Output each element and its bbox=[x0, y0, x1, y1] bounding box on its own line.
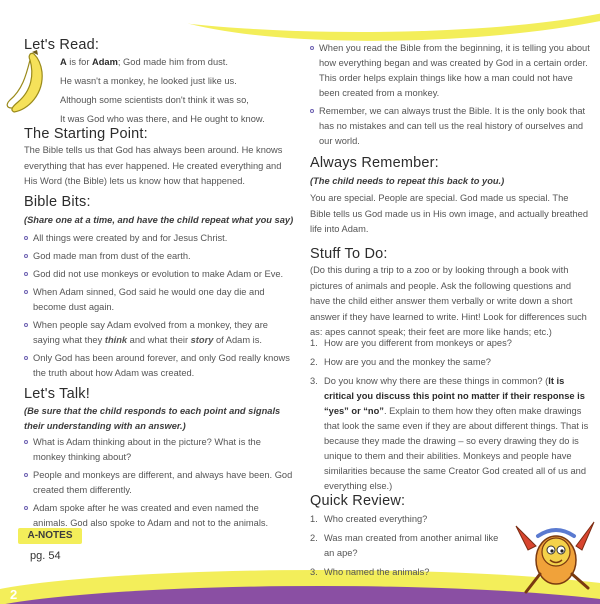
list-item bbox=[310, 355, 592, 370]
anotes-badge: A-NOTES bbox=[18, 528, 82, 544]
bullet-icon bbox=[24, 440, 28, 444]
list-item-text: and what their bbox=[127, 335, 191, 345]
list-item-text: How are you and the monkey the same? bbox=[324, 357, 491, 367]
list-item-text: Was man created from another animal like an ape? bbox=[324, 533, 499, 558]
poem-name: Adam bbox=[92, 57, 118, 67]
list-item-text: All things were created by and for Jesus Christ. bbox=[33, 233, 228, 243]
poem-text: is for bbox=[66, 57, 93, 67]
poem-line: It was God who was there, and He ought to know. bbox=[60, 114, 265, 124]
intro-bullets bbox=[310, 41, 592, 152]
quick-review-list bbox=[310, 512, 510, 584]
list-item bbox=[310, 336, 592, 351]
list-item-text: When people say Adam evolved from a monkey, they are saying what they bbox=[33, 320, 268, 345]
stuff-to-do-list bbox=[310, 336, 592, 498]
list-item bbox=[24, 318, 294, 348]
list-item-text: How are you different from monkeys or apes? bbox=[324, 338, 512, 348]
bullet-icon bbox=[24, 356, 28, 360]
poem-line bbox=[60, 53, 265, 72]
list-number: 2. bbox=[310, 357, 318, 367]
list-item bbox=[24, 468, 296, 498]
list-number: 3. bbox=[310, 376, 318, 386]
lets-talk-heading: Let's Talk! bbox=[24, 386, 90, 402]
cartoon-character-icon bbox=[506, 516, 596, 602]
poem-line: He wasn't a monkey, he looked just like us. bbox=[60, 76, 237, 86]
list-item bbox=[310, 565, 510, 580]
poem-initial: A bbox=[60, 57, 67, 67]
list-item bbox=[310, 41, 592, 101]
banana-icon bbox=[4, 50, 48, 114]
bullet-icon bbox=[310, 109, 314, 113]
list-number: 2. bbox=[310, 533, 318, 543]
bullet-icon bbox=[24, 323, 28, 327]
bible-bits-heading: Bible Bits: bbox=[24, 194, 91, 210]
bullet-icon bbox=[24, 254, 28, 258]
bullet-icon bbox=[24, 290, 28, 294]
stuff-to-do-text: (Do this during a trip to a zoo or by looking through a book with pictures of animals and people. Ask the following questions and have the child either answer them verbally or write down a short answer if they have learned to write. Hint! Look for differences such as: apes cannot speak; their feet are more like hands; etc.) bbox=[310, 265, 587, 337]
always-remember-instruction: (The child needs to repeat this back to you.) bbox=[310, 176, 505, 186]
list-item-text: God made man from dust of the earth. bbox=[33, 251, 191, 261]
list-item bbox=[310, 104, 592, 149]
bible-bits-instruction: (Share one at a time, and have the child repeat what you say) bbox=[24, 215, 294, 225]
stuff-to-do-heading: Stuff To Do: bbox=[310, 246, 388, 262]
list-item-text: Adam spoke after he was created and even named the animals. God also spoke to Adam and not to the animals. bbox=[33, 503, 269, 528]
list-number: 1. bbox=[310, 514, 318, 524]
list-item-text: Who created everything? bbox=[324, 514, 428, 524]
list-item bbox=[24, 435, 296, 465]
emphasis-text: think bbox=[104, 335, 128, 345]
anotes-page-ref: pg. 54 bbox=[30, 550, 61, 562]
poem-line: Although some scientists don't think it was so, bbox=[60, 95, 249, 105]
bullet-icon bbox=[24, 236, 28, 240]
bullet-icon bbox=[310, 46, 314, 50]
emphasis-text: It is critical you discuss this point no matter if their response is “yes” or “no” bbox=[324, 376, 585, 416]
list-item bbox=[24, 267, 294, 282]
always-remember-text: You are special. People are special. God made us special. The Bible tells us God made us in His own image, and actually breathed life into Adam. bbox=[310, 193, 589, 234]
list-item-text: God did not use monkeys or evolution to make Adam or Eve. bbox=[33, 269, 284, 279]
page-number: 2 bbox=[10, 587, 18, 602]
list-item-text: Remember, we can always trust the Bible. It is the only book that has no mistakes and can tell us the real history of ourselves and our world. bbox=[319, 106, 586, 146]
starting-point-text: The Bible tells us that God has always been around. He knows everything that has ever happened. He created everything and His Word (the Bible) lets us know how that happened. bbox=[24, 145, 283, 186]
lets-talk-list bbox=[24, 435, 296, 534]
list-item bbox=[24, 249, 294, 264]
bullet-icon bbox=[24, 272, 28, 276]
bible-bits-list bbox=[24, 231, 294, 384]
always-remember-heading: Always Remember: bbox=[310, 155, 439, 171]
list-item bbox=[24, 351, 294, 381]
list-item bbox=[310, 512, 510, 527]
list-item-text: What is Adam thinking about in the picture? What is the monkey thinking about? bbox=[33, 437, 261, 462]
lets-read-heading: Let's Read: bbox=[24, 37, 100, 53]
list-number: 1. bbox=[310, 338, 318, 348]
list-item-text: of Adam is. bbox=[213, 335, 262, 345]
list-item bbox=[24, 285, 294, 315]
list-item bbox=[310, 374, 592, 494]
bullet-icon bbox=[24, 473, 28, 477]
list-item-text: Only God has been around forever, and only God really knows the truth about how Adam was created. bbox=[33, 353, 290, 378]
list-item-text: When you read the Bible from the beginning, it is telling you about how everything began and was created by God in a certain order. This order helps explain things like how a man could not have been created from a monkey. bbox=[319, 43, 590, 98]
list-item-text: People and monkeys are different, and always have been. God created them differently. bbox=[33, 470, 293, 495]
emphasis-text: story bbox=[190, 335, 214, 345]
list-item bbox=[24, 501, 296, 531]
poem-text: ; God made him from dust. bbox=[117, 57, 228, 67]
quick-review-heading: Quick Review: bbox=[310, 493, 406, 509]
list-item-text: . Explain to them how they often make drawings that look the same even if they are about different things. That is because they made the drawing – so every drawing they do is unique to them and their abilities. Monkeys and people have similarities because the same Creator God created all of us and everything else.) bbox=[324, 406, 589, 491]
bullet-icon bbox=[24, 506, 28, 510]
list-number: 3. bbox=[310, 567, 318, 577]
starting-point-heading: The Starting Point: bbox=[24, 126, 148, 142]
lets-read-poem bbox=[60, 53, 265, 129]
list-item bbox=[310, 531, 510, 561]
list-item-text: Do you know why there are these things in common? ( bbox=[324, 376, 549, 386]
list-item bbox=[24, 231, 294, 246]
list-item-text: Who named the animals? bbox=[324, 567, 430, 577]
list-item-text: When Adam sinned, God said he would one day die and become dust again. bbox=[33, 287, 265, 312]
lets-talk-instruction: (Be sure that the child responds to each point and signals their understanding with an answer.) bbox=[24, 406, 281, 431]
